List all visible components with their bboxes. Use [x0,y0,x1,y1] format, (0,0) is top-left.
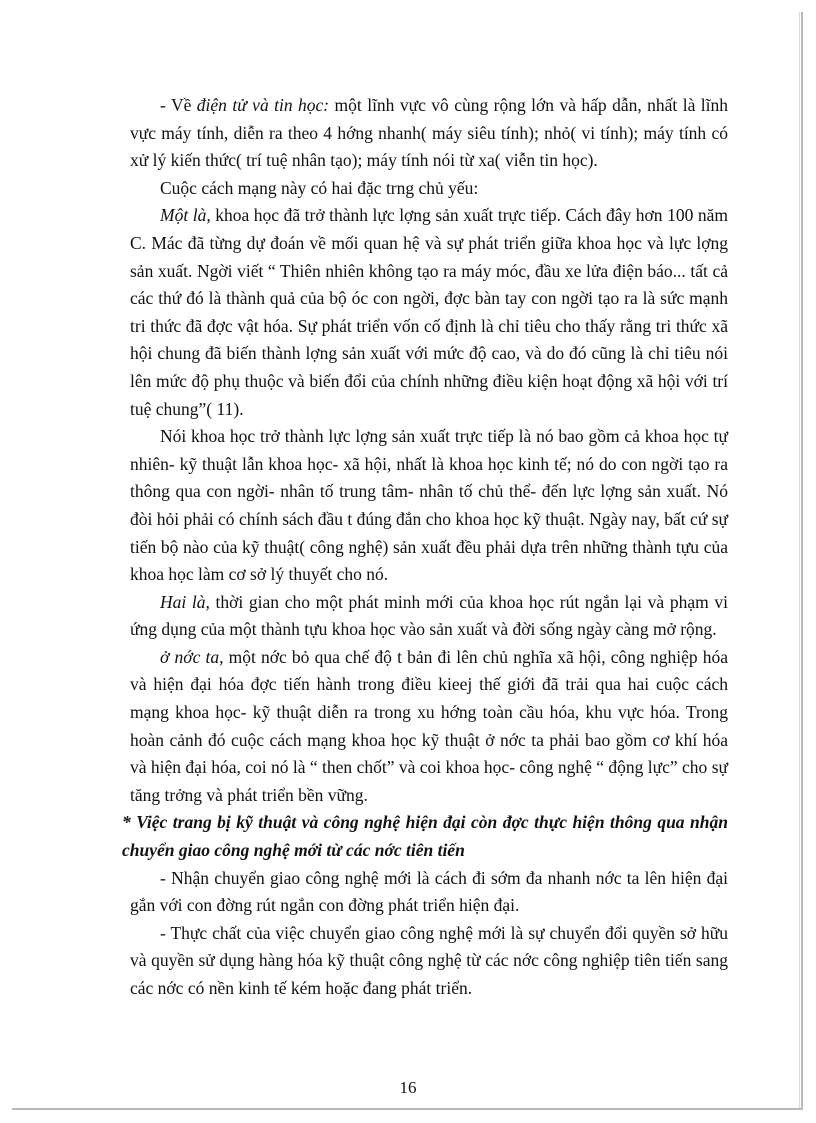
body-text [122,92,729,1003]
paragraph-second-feature [130,589,728,644]
paragraph-italic-lead: điện tử và tin học: [196,95,330,115]
paragraph-electronics [130,92,728,175]
paragraph-text: một lĩnh vực vô cùng rộng lớn và hấp dẫn, nhất là lĩnh vực máy tính, diễn ra theo 4 hớng nhanh( máy siêu tính); nhỏ( vi tính); máy tính có xử lý kiến thức( trí tuệ nhân tạo); máy tính nói từ xa( viễn tin học). [130,95,729,171]
paragraph-text: khoa học đã trở thành lực lợng sản xuất trực tiếp. Cách đây hơn 100 năm C. Mác đã từng dự đoán về mối quan hệ và sự phát triển giữa khoa học và lực lợng sản xuất. Ngời viết “ Thiên nhiên không tạo ra máy móc, đầu xe lửa điện báo... tất cả các thứ đó là thành quả của bộ óc con ngời, đợc bàn tay con ngời tạo ra là sức mạnh tri thức đã đợc vật hóa. Sự phát triển vốn cố định là chỉ tiêu cho thấy rằng tri thức xã hội chung đã biến thành lợng sản xuất với mức độ cao, và do đó cũng là chỉ tiêu nói lên mức độ phụ thuộc và biến đổi của chính những điều kiện hoạt động xã hội với trí tuệ chung”( 11). [130,205,728,419]
paragraph-italic-lead: ở nớc ta, [160,646,224,667]
paragraph-italic-lead: Hai là, [160,591,210,612]
paragraph-text: thời gian cho một phát minh mới của khoa học rút ngắn lại và phạm vi ứng dụng của một thành tựu khoa học vào sản xuất và đời sống ngày càng mở rộng. [130,591,728,640]
paragraph-tech-transfer: - Nhận chuyển giao công nghệ mới là cách đi sớm đa nhanh nớc ta lên hiện đại gắn với con đờng rút ngắn con đờng phát triển hiện đại. [130,867,728,916]
paragraph-first-feature [130,202,728,423]
paragraph-text: Cuộc cách mạng này có hai đặc trng chủ yếu: [160,177,479,198]
paragraph-our-country [130,644,728,810]
paragraph-tech-transfer-essence: - Thực chất của việc chuyển giao công nghệ mới là sự chuyển đổi quyền sở hữu và quyền sử dụng hàng hóa kỹ thuật công nghệ từ các nớc công nghiệp tiên tiến sang các nớc có nền kinh tế kém hoặc đang phát triển. [130,922,728,998]
paragraph-lead: - Về [160,95,197,115]
paragraph-text: Nói khoa học trở thành lực lợng sản xuất trực tiếp là nó bao gồm cả khoa học tự nhiên- kỹ thuật lẫn khoa học- xã hội, nhất là khoa học kinh tế; nó do con ngời tạo ra thông qua con ngời- nhân tố trung tâm- nhân tố chủ thể- đến lực lợng sản xuất. Nó đòi hỏi phải có chính sách đầu t đúng đắn cho khoa học kỹ thuật. Ngày nay, bất cứ sự tiến bộ nào của kỹ thuật( công nghệ) sản xuất đều phải dựa trên những thành tựu của khoa học làm cơ sở lý thuyết cho nó. [130,426,728,585]
page-number: 16 [399,1078,417,1097]
paragraph-italic-lead: Một là, [160,205,211,226]
paragraph-science-production [130,423,728,589]
page-shadow-right [801,12,803,1108]
paragraph-two-features [130,175,728,203]
page-shadow-bottom [12,1108,803,1110]
paragraph-text: một nớc bỏ qua chế độ t bản đi lên chủ nghĩa xã hội, công nghiệp hóa và hiện đại hóa đợc tiến hành trong điều kieej thế giới đã trải qua hai cuộc cách mạng khoa học- kỹ thuật diễn ra trong xu hớng toàn cầu hóa, khu vực hóa. Trong hoàn cảnh đó cuộc cách mạng khoa học kỹ thuật ở nớc ta phải bao gồm cơ khí hóa và hiện đại hóa, coi nó là “ then chốt” và coi khoa học- công nghệ “ động lực” cho sự tăng trởng và phát triển bền vững. [130,646,728,805]
section-heading: * Việc trang bị kỹ thuật và công nghệ hiện đại còn đợc thực hiện thông qua nhận chuyển giao công nghệ mới từ các nớc tiên tiến [122,812,728,861]
page-shadow-right-light [799,12,800,1108]
